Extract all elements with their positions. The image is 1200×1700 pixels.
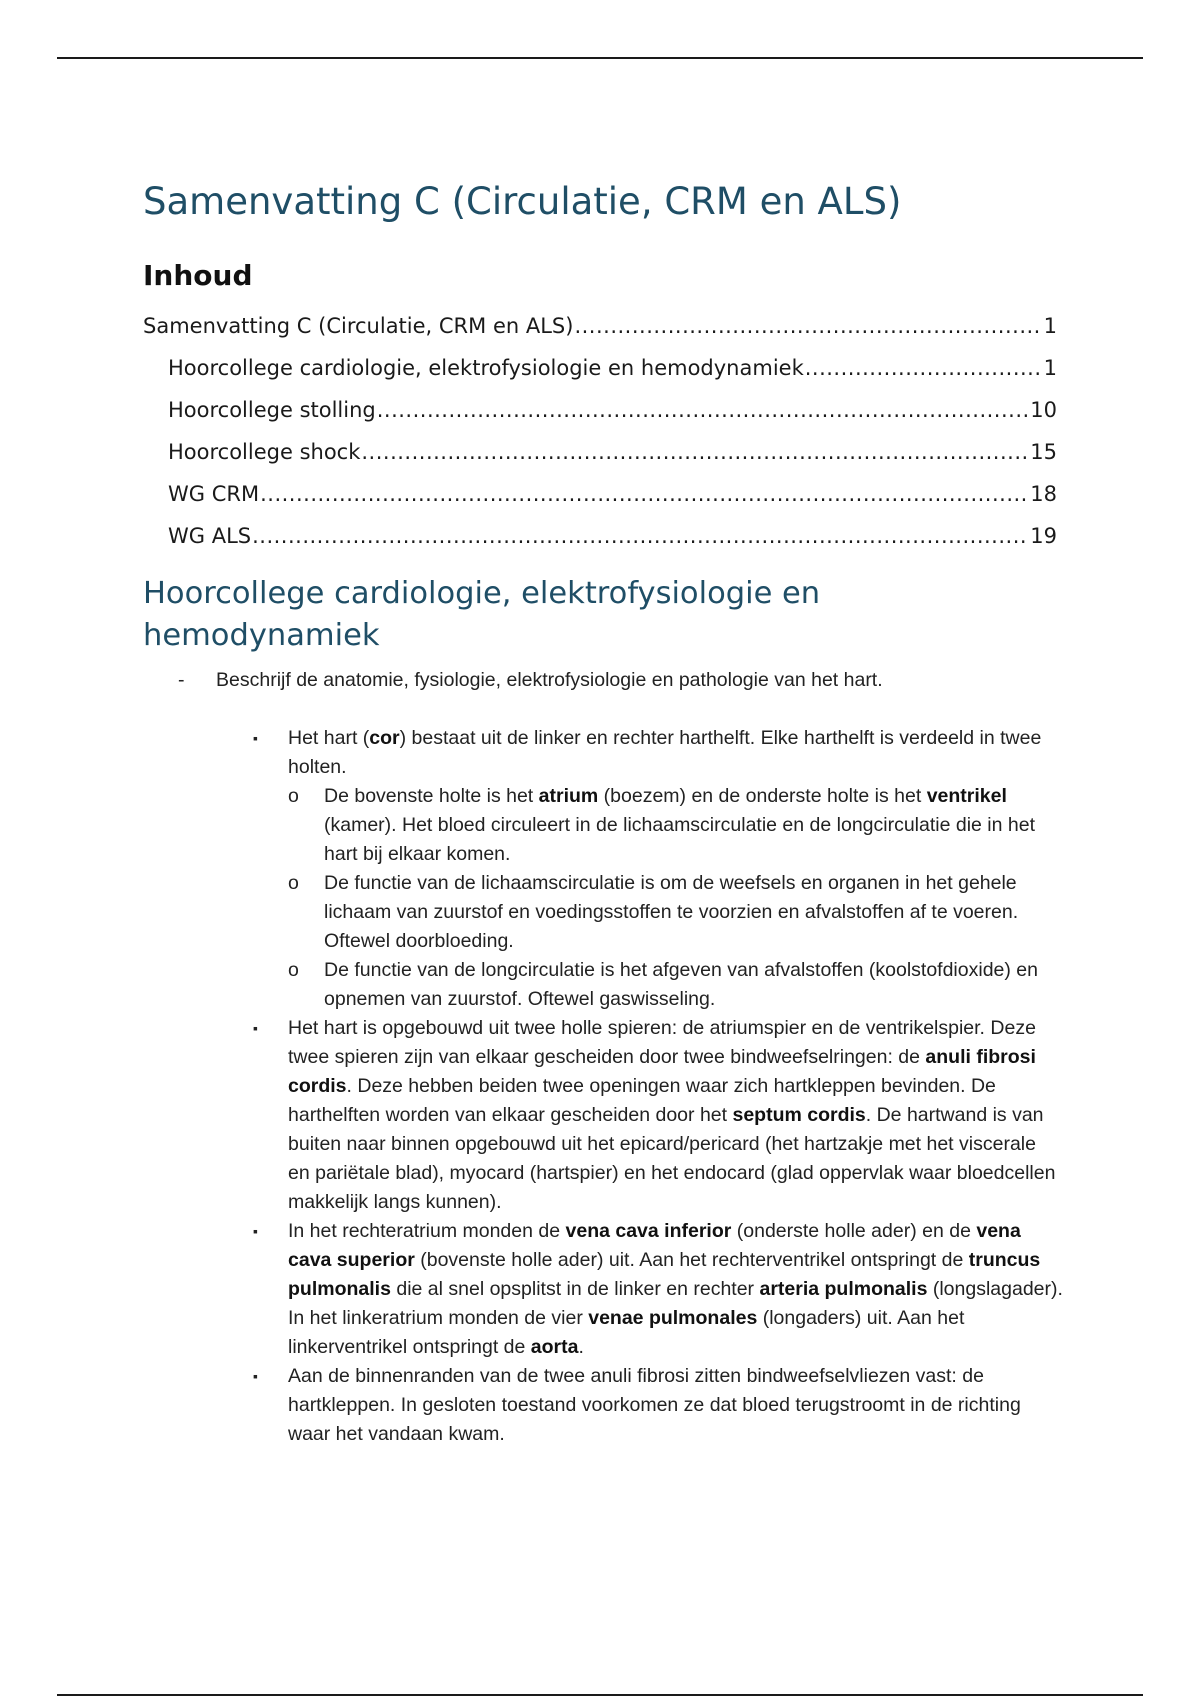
circle-bullet-marker: o [288, 785, 299, 807]
square-bullet-icon: ▪ [253, 1223, 258, 1239]
bullet-item [253, 1217, 1063, 1362]
square-bullet-icon: ▪ [253, 1368, 258, 1384]
sub-bullet-text [324, 956, 1063, 1014]
sub-bullet-item [288, 869, 1063, 956]
toc-entry-page: 10 [1030, 398, 1057, 422]
toc-entry-page: 19 [1030, 524, 1057, 548]
circle-bullet-marker: o [288, 872, 299, 894]
header-rule [57, 57, 1143, 59]
text-run: (kamer). Het bloed circuleert in de lichaamscirculatie en de longcirculatie die in het hart bij elkaar komen. [324, 814, 1036, 865]
bold-term: septum cordis [732, 1104, 866, 1126]
bold-term: vena cava inferior [565, 1220, 732, 1242]
toc-heading: Inhoud [143, 259, 253, 292]
toc-entry-title: Hoorcollege stolling [168, 398, 376, 422]
text-run: De functie van de longcirculatie is het afgeven van afvalstoffen (koolstofdioxide) en opnemen van zuurstof. Oftewel gaswisseling. [324, 959, 1038, 1010]
toc-dot-leader [574, 308, 1042, 344]
bold-term: arteria pulmonalis [759, 1278, 928, 1300]
toc-entry[interactable] [143, 308, 1057, 350]
toc-entry-title: WG ALS [168, 524, 252, 548]
study-question-text: Beschrijf de anatomie, fysiologie, elektrofysiologie en pathologie van het hart. [216, 669, 883, 691]
toc-dot-leader [252, 518, 1029, 554]
text-run: (longaders) uit. Aan het linkerventrikel ontspringt de [288, 1307, 965, 1358]
toc-entry[interactable] [143, 476, 1057, 518]
toc-entry-page: 1 [1043, 356, 1057, 380]
text-run: De functie van de lichaamscirculatie is om de weefsels en organen in het gehele lichaam van zuurstof en voedingsstoffen te voorzien en afvalstoffen af te voeren. Oftewel doorbloeding. [324, 872, 1019, 952]
bullet-item [253, 1362, 1063, 1449]
toc-entry[interactable] [143, 434, 1057, 476]
section-heading: Hoorcollege cardiologie, elektrofysiologie en hemodynamiek [143, 576, 821, 653]
sub-bullet-text [324, 869, 1063, 956]
text-run: die al snel opsplitst in de linker en rechter [390, 1278, 760, 1300]
toc-dot-leader [805, 350, 1043, 386]
text-run: Aan de binnenranden van de twee anuli fibrosi zitten bindweefselvliezen vast: de hartkleppen. In gesloten toestand voorkomen ze dat bloed terugstroomt in de richting waar het vandaan kwam. [288, 1365, 1021, 1445]
text-run: (boezem) en de onderste holte is het [598, 785, 927, 807]
circle-bullet-marker: o [288, 959, 299, 981]
bold-term: atrium [538, 785, 599, 807]
sub-bullet-text [324, 782, 1063, 869]
text-run: . [578, 1336, 584, 1358]
dash-marker: - [178, 669, 185, 691]
bullet-text [288, 1217, 1063, 1362]
text-run: Het hart is opgebouwd uit twee holle spieren: de atriumspier en de ventrikelspier. Deze twee spieren zijn van elkaar gescheiden door twee bindweefselringen: de [288, 1017, 1036, 1068]
toc-entry[interactable] [143, 392, 1057, 434]
toc-entry-title: WG CRM [168, 482, 260, 506]
document-title: Samenvatting C (Circulatie, CRM en ALS) [143, 180, 902, 223]
bullet-list [253, 724, 1063, 1449]
sub-bullet-item [288, 782, 1063, 869]
toc-entry-page: 1 [1043, 314, 1057, 338]
text-run: (bovenste holle ader) uit. Aan het rechterventrikel ontspringt de [414, 1249, 969, 1271]
square-bullet-icon: ▪ [253, 1020, 258, 1036]
toc-entry[interactable] [143, 518, 1057, 560]
toc-entry-title: Hoorcollege cardiologie, elektrofysiologie en hemodynamiek [168, 356, 804, 380]
bullet-text [288, 724, 1063, 782]
table-of-contents [143, 308, 1057, 560]
text-run: (longslagader). In het linkeratrium monden de vier [288, 1278, 1063, 1329]
text-run: Het hart ( [288, 727, 370, 749]
square-bullet-icon: ▪ [253, 730, 258, 746]
text-run: De bovenste holte is het [324, 785, 539, 807]
footer-rule [57, 1694, 1143, 1696]
study-question [178, 666, 1078, 694]
text-run: ) bestaat uit de linker en rechter harthelft. Elke harthelft is verdeeld in twee holten. [288, 727, 1042, 778]
toc-entry[interactable] [143, 350, 1057, 392]
bold-term: aorta [530, 1336, 579, 1358]
bold-term: anuli fibrosi cordis [288, 1046, 1036, 1097]
bold-term: venae pulmonales [588, 1307, 758, 1329]
bullet-item [253, 1014, 1063, 1217]
toc-entry-page: 18 [1030, 482, 1057, 506]
sub-bullet-item [288, 956, 1063, 1014]
text-run: . Deze hebben beiden twee openingen waar zich hartkleppen bevinden. De harthelften worden van elkaar gescheiden door het [288, 1075, 996, 1126]
text-run: (onderste holle ader) en de [731, 1220, 977, 1242]
toc-dot-leader [361, 434, 1029, 470]
bold-term: vena cava superior [288, 1220, 1021, 1271]
text-run: In het rechteratrium monden de [288, 1220, 566, 1242]
bullet-item [253, 724, 1063, 1014]
text-run: . De hartwand is van buiten naar binnen opgebouwd uit het epicard/pericard (het hartzakje met het viscerale en pariëtale blad), myocard (hartspier) en het endocard (glad oppervlak waar bloedcellen makkelijk langs kunnen). [288, 1104, 1056, 1213]
bullet-text [288, 1362, 1063, 1449]
toc-dot-leader [260, 476, 1029, 512]
toc-dot-leader [377, 392, 1030, 428]
toc-entry-title: Samenvatting C (Circulatie, CRM en ALS) [143, 314, 574, 338]
bold-term: ventrikel [926, 785, 1007, 807]
bold-term: cor [369, 727, 400, 749]
bullet-text [288, 1014, 1063, 1217]
sub-bullet-list [288, 782, 1063, 1014]
toc-entry-title: Hoorcollege shock [168, 440, 361, 464]
toc-entry-page: 15 [1030, 440, 1057, 464]
bold-term: truncus pulmonalis [288, 1249, 1041, 1300]
